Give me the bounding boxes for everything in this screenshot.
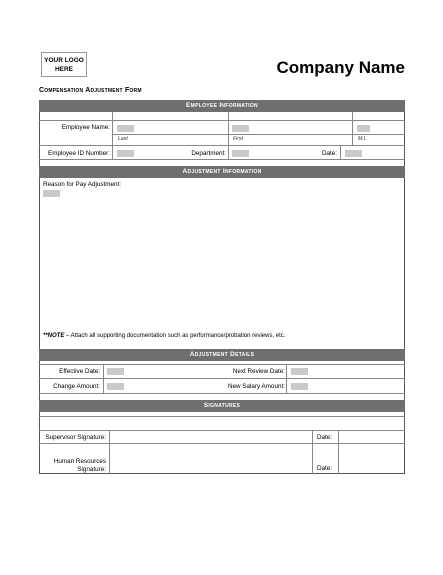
hr-date-field[interactable]: [339, 444, 404, 473]
supervisor-date-field[interactable]: [339, 431, 404, 443]
row-divider: [39, 378, 405, 379]
logo-line-2: HERE: [54, 66, 74, 73]
logo-line-1: YOUR LOGO: [44, 57, 84, 64]
hr-signature-label: [54, 458, 106, 473]
row-divider: [39, 393, 405, 394]
section-adjustment-details: Adjustment Details: [39, 349, 405, 361]
row-divider: [39, 145, 405, 146]
note-text: – Attach all supporting documentation such as performance/probation reviews, etc.: [64, 333, 286, 339]
next-review-date-label: Next Review Date:: [232, 368, 285, 375]
next-review-date-field[interactable]: [291, 368, 308, 375]
column-divider: [340, 145, 341, 159]
effective-date-field[interactable]: [107, 368, 124, 375]
first-name-field[interactable]: [232, 125, 249, 132]
effective-date-label: Effective Date:: [59, 368, 100, 375]
hr-signature-field[interactable]: [110, 444, 312, 473]
reason-label: Reason for Pay Adjustment:: [43, 181, 122, 188]
change-amount-field[interactable]: [107, 383, 124, 390]
column-divider: [228, 112, 229, 145]
change-amount-label: Change Amount:: [53, 383, 100, 390]
supervisor-date-label: Date:: [317, 434, 333, 441]
column-divider: [228, 145, 229, 159]
new-salary-amount-field[interactable]: [291, 383, 308, 390]
row-divider: [39, 416, 405, 417]
column-divider: [312, 430, 313, 474]
row-divider: [112, 134, 405, 135]
row-divider: [39, 364, 405, 365]
note-prefix: **NOTE: [43, 333, 65, 339]
attachment-note: [43, 333, 285, 339]
company-logo-placeholder: [41, 52, 87, 77]
hr-label-line-1: Human Resources: [53, 458, 106, 465]
section-signatures: Signatures: [39, 400, 405, 412]
column-divider: [112, 145, 113, 159]
column-divider: [112, 112, 113, 145]
section-employee-information: Employee Information: [39, 100, 405, 112]
supervisor-signature-label: Supervisor Signature:: [45, 434, 106, 441]
hr-date-label: Date:: [317, 465, 333, 472]
column-divider: [103, 364, 104, 393]
hr-label-line-2: Signature:: [77, 465, 106, 473]
row-divider: [39, 159, 405, 160]
employee-name-label: Employee Name:: [61, 124, 110, 131]
row-divider: [39, 120, 405, 121]
employee-id-field[interactable]: [117, 150, 134, 157]
employee-date-field[interactable]: [345, 150, 362, 157]
employee-date-label: Date:: [321, 150, 337, 157]
supervisor-signature-field[interactable]: [110, 431, 312, 443]
department-label: Department:: [191, 150, 226, 157]
last-name-field[interactable]: [117, 125, 134, 132]
company-name: Company Name: [276, 58, 405, 77]
column-divider: [286, 364, 287, 393]
form-title: Compensation Adjustment Form: [39, 87, 142, 94]
first-caption: First: [233, 136, 244, 142]
section-adjustment-information: Adjustment Information: [39, 166, 405, 178]
last-caption: Last: [118, 136, 128, 142]
reason-field[interactable]: [43, 190, 60, 197]
employee-id-label: Employee ID Number:: [48, 150, 110, 157]
department-field[interactable]: [232, 150, 249, 157]
new-salary-amount-label: New Salary Amount:: [227, 383, 285, 390]
middle-initial-field[interactable]: [357, 125, 370, 132]
column-divider: [352, 112, 353, 145]
mi-caption: M.I.: [358, 136, 367, 142]
